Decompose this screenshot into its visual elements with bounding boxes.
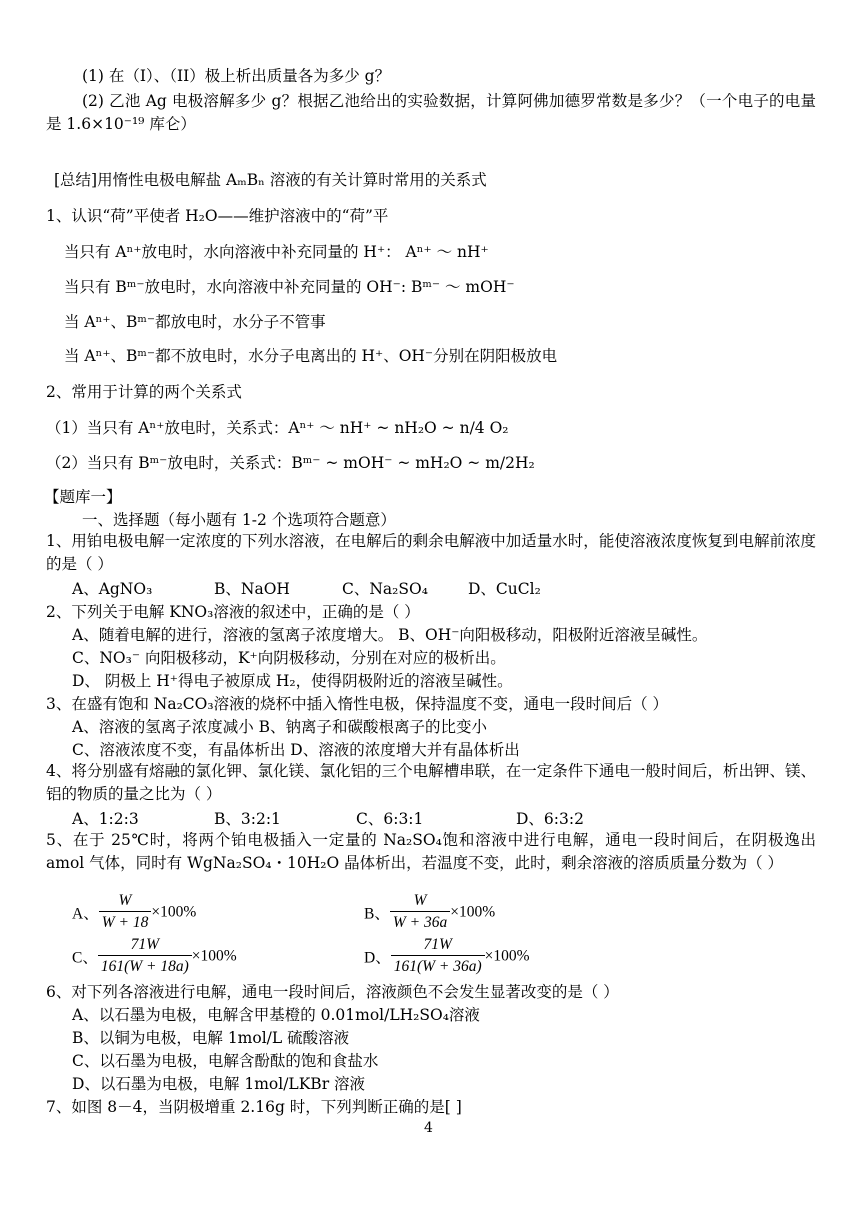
summary-line: 当只有 Aⁿ⁺放电时，水向溶液中补充同量的 H⁺： Aⁿ⁺ ～ nH⁺	[64, 243, 489, 261]
question-3-stem: 3、在盛有饱和 Na₂CO₃溶液的烧杯中插入惰性电极，保持温度不变，通电一段时间后（ ）	[46, 695, 669, 713]
fraction: $\frac{W}{W + 18}$	[99, 891, 152, 934]
summary-section-1-heading: 1、认识“荷”平使者 H₂O——维护溶液中的“荷”平	[46, 207, 389, 225]
question-1-stem: 1、用铂电极电解一定浓度的下列水溶液，在电解后的剩余电解液中加适量水时，能使溶液浓度恢复到电解前浓度的是（ ）	[46, 532, 816, 573]
summary-line: 当只有 Bᵐ⁻放电时，水向溶液中补充同量的 OH⁻: Bᵐ⁻ ～ mOH⁻	[64, 278, 515, 296]
fraction: $\frac{W}{W + 36a}$	[390, 891, 450, 934]
question-7-stem: 7、如图 8－4，当阴极增重 2.16g 时，下列判断正确的是[ ]	[46, 1098, 462, 1116]
option-c: C、NO₃⁻ 向阳极移动，K⁺向阴极移动，分别在对应的极析出。	[72, 649, 506, 667]
option-b: B、NaOH	[214, 580, 290, 598]
question-4-stem: 4、将分别盛有熔融的氯化钾、氯化镁、氯化铝的三个电解槽串联，在一定条件下通电一般时间后，析出钾、镁、铝的物质的量之比为（ ）	[46, 762, 816, 803]
question-5-stem: 5、在于 25℃时，将两个铂电极插入一定量的 Na₂SO₄饱和溶液中进行电解，通电一段时间后，在阴极逸出 amol 气体，同时有 WgNa₂SO₄・10H₂O 晶体析出，若温度不变，此时，剩余溶液的溶质质量分数为（ ）	[46, 831, 816, 872]
summary-line: （1）当只有 Aⁿ⁺放电时，关系式：Aⁿ⁺ ～ nH⁺ ~ nH₂O ~ n/4 O₂	[46, 419, 509, 437]
formula-option-d: D、 $\frac{71W}{161(W + 36a)}$ ×100%	[364, 935, 530, 978]
option-cd: C、溶液浓度不变，有晶体析出 D、溶液的浓度增大并有晶体析出	[72, 741, 520, 759]
option-c: C、6:3:1	[356, 810, 424, 828]
option-a: A、AgNO₃	[72, 580, 153, 598]
page-number: 4	[424, 1120, 433, 1136]
summary-line: 当 Aⁿ⁺、Bᵐ⁻都不放电时，水分子电离出的 H⁺、OH⁻分别在阴阳极放电	[64, 347, 558, 365]
option-d: D、以石墨为电极，电解 1mol/LKBr 溶液	[72, 1075, 366, 1093]
option-ab: A、随着电解的进行，溶液的氢离子浓度增大。 B、OH⁻向阳极移动，阳极附近溶液呈碱性。	[72, 626, 708, 644]
option-ab: A、溶液的氢离子浓度减小 B、钠离子和碳酸根离子的比变小	[72, 718, 488, 736]
option-d: D、 阴极上 H⁺得电子被原成 H₂，使得阴极附近的溶液呈碱性。	[72, 672, 513, 690]
question-6-stem: 6、对下列各溶液进行电解，通电一段时间后，溶液颜色不会发生显著改变的是（ ）	[46, 983, 619, 1001]
option-c: C、以石墨为电极，电解含酚酞的饱和食盐水	[72, 1052, 379, 1070]
section-heading: 一、选择题（每小题有 1-2 个选项符合题意）	[82, 511, 396, 529]
formula-option-a: A、 $\frac{W}{W + 18}$ ×100%	[72, 891, 196, 934]
question-part-1: (1) 在（I）、（II）极上析出质量各为多少 g？	[82, 67, 391, 85]
option-b: B、3:2:1	[214, 810, 281, 828]
formula-option-c: C、 $\frac{71W}{161(W + 18a)}$ ×100%	[72, 935, 237, 978]
formula-option-b: B、 $\frac{W}{W + 36a}$ ×100%	[364, 891, 495, 934]
option-c: C、Na₂SO₄	[342, 580, 428, 598]
summary-line: 当 Aⁿ⁺、Bᵐ⁻都放电时，水分子不管事	[64, 313, 326, 331]
fraction: $\frac{71W}{161(W + 36a)}$	[391, 935, 485, 978]
question-2-stem: 2、下列关于电解 KNO₃溶液的叙述中，正确的是（ ）	[46, 603, 420, 621]
summary-line: （2）当只有 Bᵐ⁻放电时，关系式：Bᵐ⁻ ~ mOH⁻ ~ mH₂O ~ m/2H₂	[46, 454, 535, 472]
option-a: A、1:2:3	[72, 810, 139, 828]
question-part-2: (2) 乙池 Ag 电极溶解多少 g？根据乙池给出的实验数据，计算阿佛加德罗常数是多少？（一个电子的电量是 1.6×10⁻¹⁹ 库仑）	[46, 92, 816, 133]
option-b: B、以铜为电极，电解 1mol/L 硫酸溶液	[72, 1029, 350, 1047]
option-d: D、6:3:2	[516, 810, 584, 828]
option-d: D、CuCl₂	[468, 580, 541, 598]
summary-section-2-heading: 2、常用于计算的两个关系式	[46, 383, 242, 401]
fraction: $\frac{71W}{161(W + 18a)}$	[98, 935, 192, 978]
summary-title: [总结]用惰性电极电解盐 AₘBₙ 溶液的有关计算时常用的关系式	[54, 171, 487, 189]
option-a: A、以石墨为电极，电解含甲基橙的 0.01mol/LH₂SO₄溶液	[72, 1006, 480, 1024]
question-bank-title: 【题库一】	[44, 488, 122, 506]
